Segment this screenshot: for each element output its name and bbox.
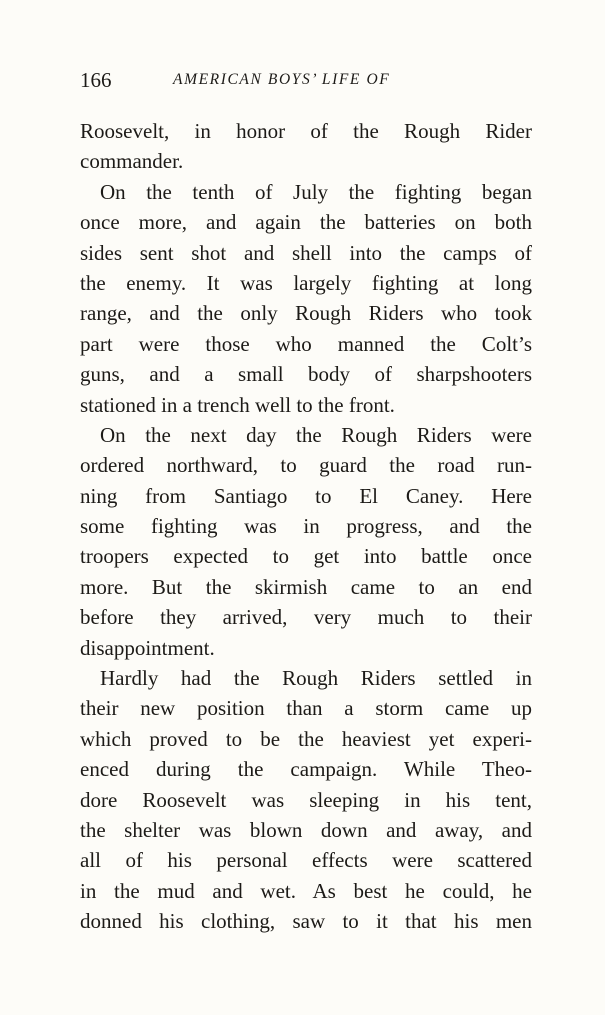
text-line: donned his clothing, saw to it that his men	[80, 909, 532, 934]
page-header	[80, 68, 540, 98]
text-line: some fighting was in progress, and the	[80, 514, 532, 539]
text-line: On the next day the Rough Riders were	[100, 422, 532, 447]
text-line: part were those who manned the Colt’s	[80, 331, 532, 356]
text-line: more. But the skirmish came to an end	[80, 574, 532, 599]
text-line: in the mud and wet. As best he could, he	[80, 878, 532, 903]
text-line: the enemy. It was largely fighting at long	[80, 270, 532, 295]
text-line: commander.	[80, 149, 184, 174]
text-line: which proved to be the heaviest yet experi-	[80, 726, 532, 751]
text-line: the shelter was blown down and away, and	[80, 817, 532, 842]
text-line: On the tenth of July the fighting began	[100, 179, 532, 204]
text-line: ning from Santiago to El Caney. Here	[80, 483, 532, 508]
text-line: disappointment.	[80, 635, 215, 660]
page-number: 166	[80, 68, 112, 92]
text-line: enced during the campaign. While Theo-	[80, 757, 532, 782]
text-line: troopers expected to get into battle once	[80, 544, 532, 569]
text-line: dore Roosevelt was sleeping in his tent,	[80, 787, 532, 812]
text-line: stationed in a trench well to the front.	[80, 392, 395, 417]
text-line: guns, and a small body of sharpshooters	[80, 362, 532, 387]
running-head: AMERICAN BOYS’ LIFE OF	[173, 71, 391, 88]
text-line: Hardly had the Rough Riders settled in	[100, 666, 532, 691]
text-line: sides sent shot and shell into the camps of	[80, 240, 532, 265]
body-text	[80, 116, 532, 937]
text-line: Roosevelt, in honor of the Rough Rider	[80, 119, 532, 143]
text-line: before they arrived, very much to their	[80, 605, 532, 630]
text-line: ordered northward, to guard the road run-	[80, 453, 532, 478]
text-line: once more, and again the batteries on both	[80, 210, 532, 235]
text-line: their new position than a storm came up	[80, 696, 532, 721]
text-line: all of his personal effects were scattered	[80, 848, 532, 873]
text-line: range, and the only Rough Riders who took	[80, 301, 532, 326]
